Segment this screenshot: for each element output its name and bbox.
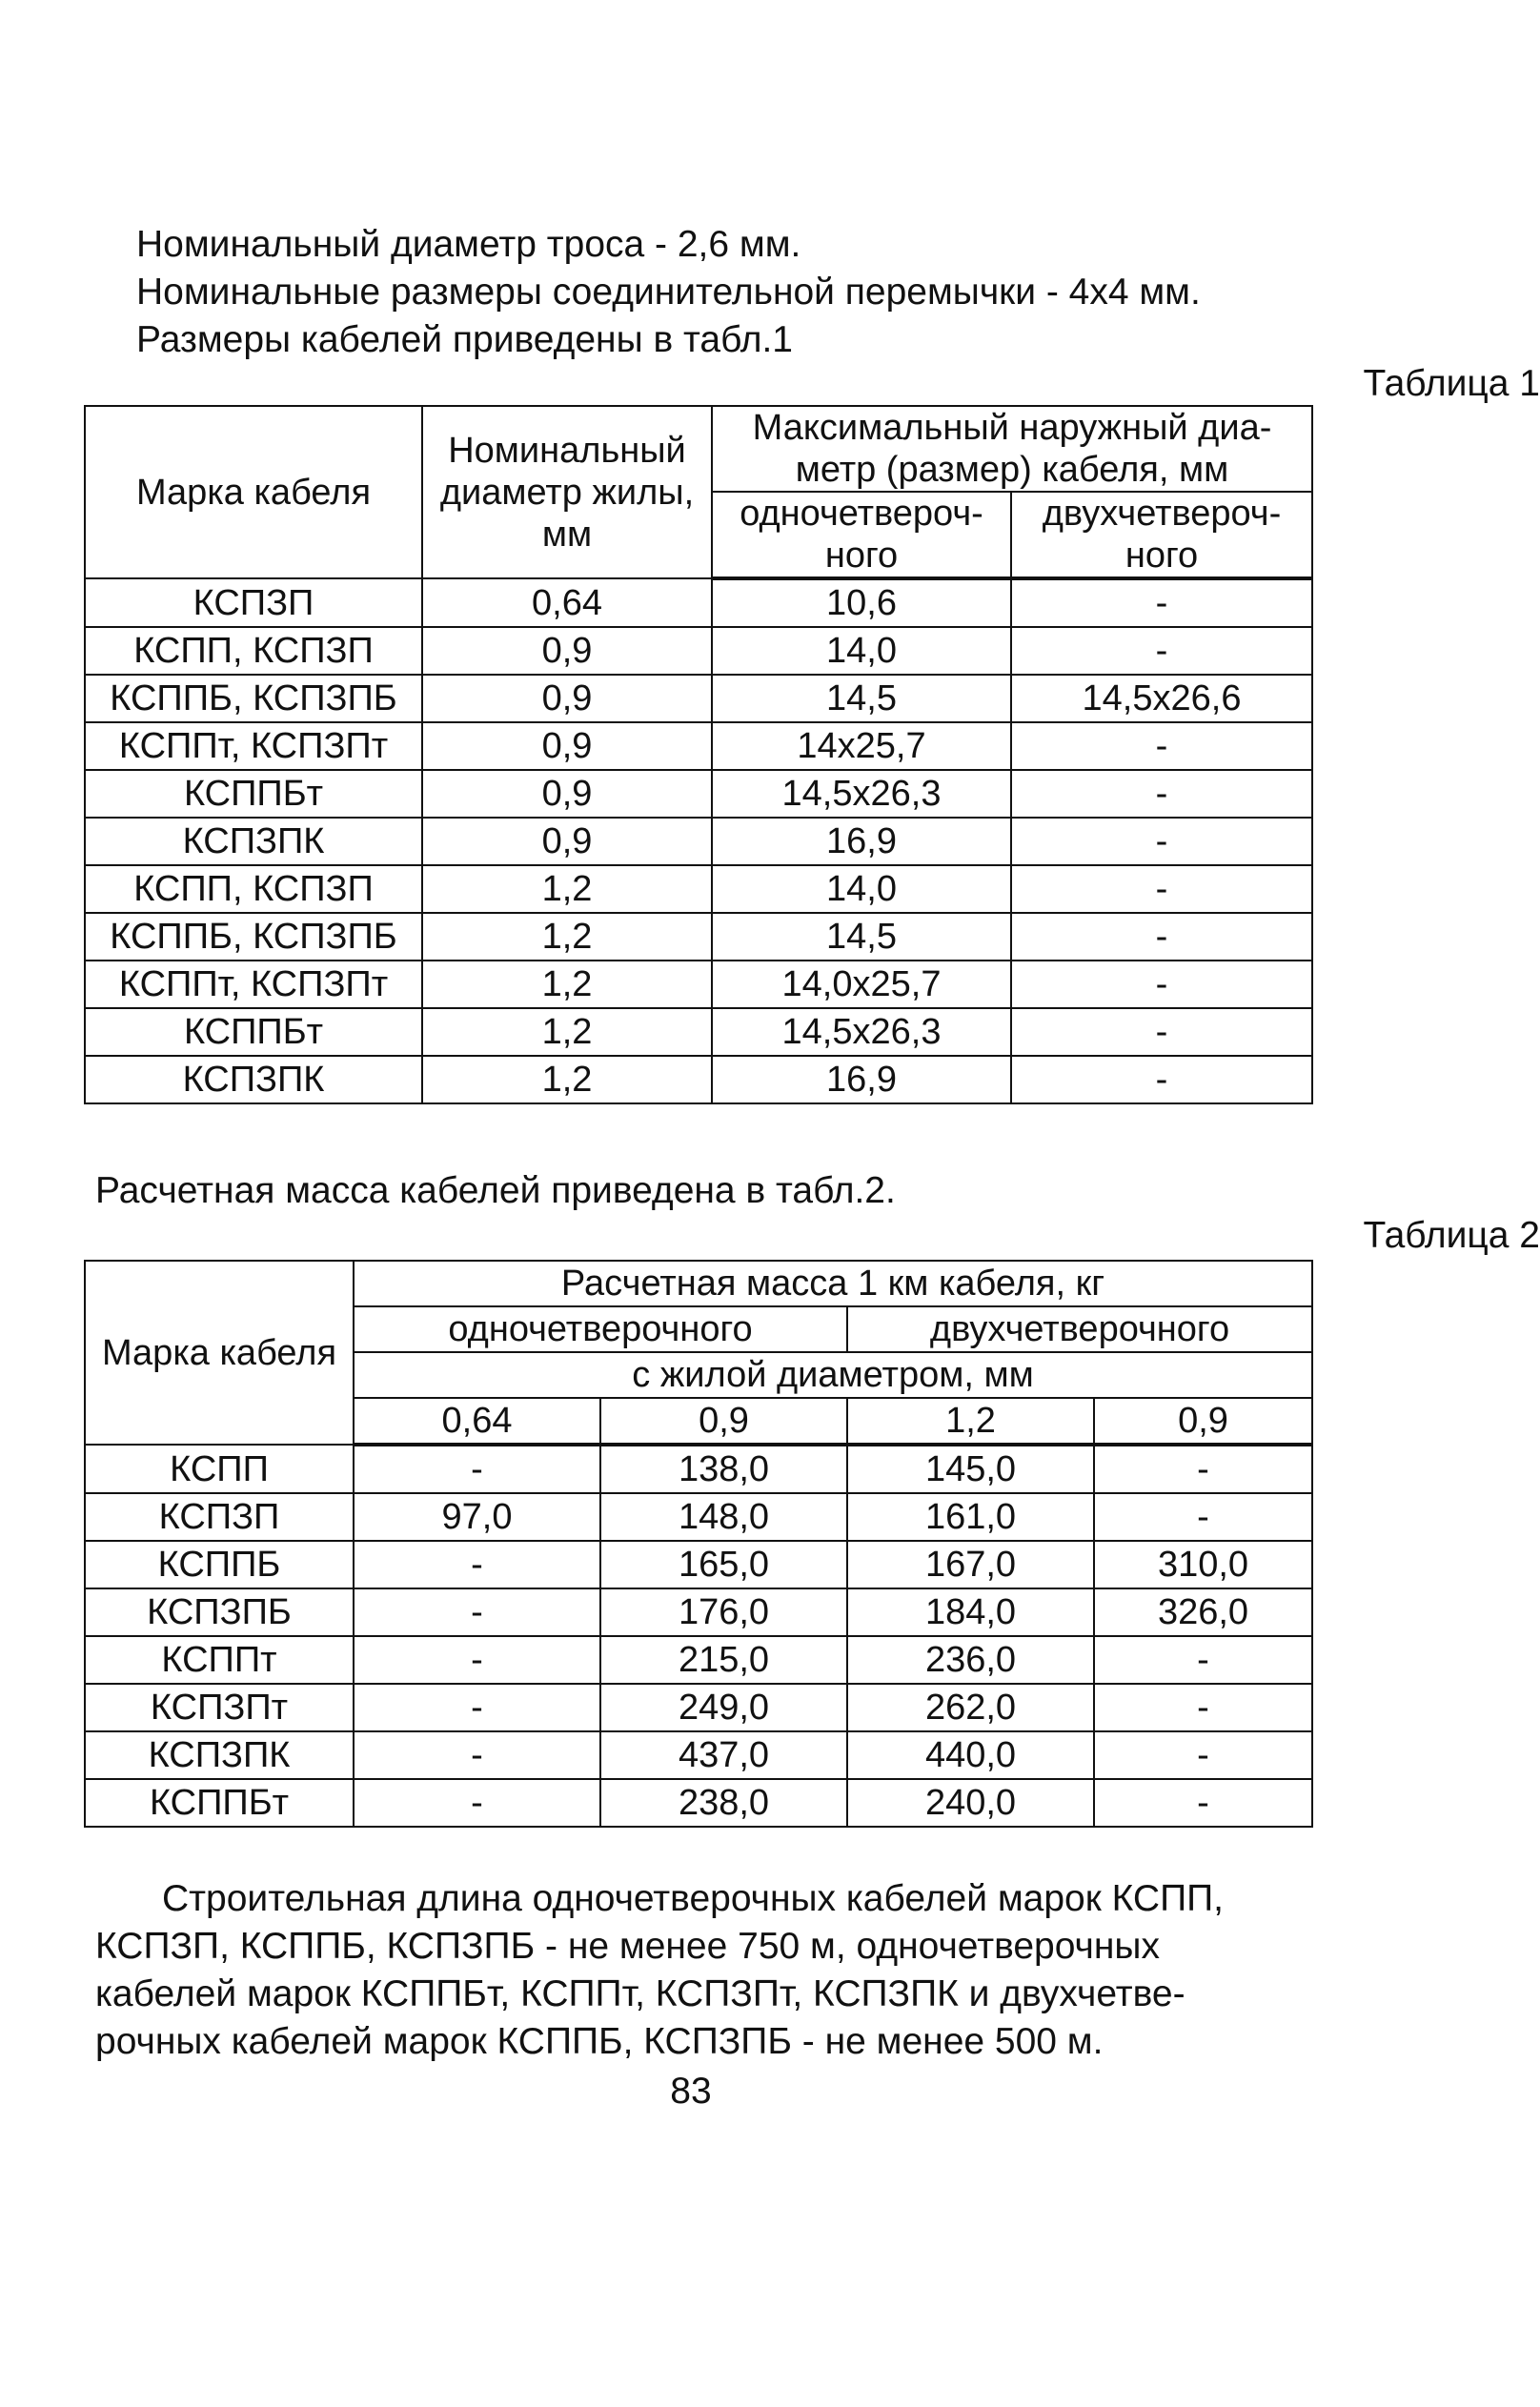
- cell-double: -: [1011, 961, 1312, 1008]
- cell-mass: -: [1094, 1684, 1312, 1731]
- cell-mass: 310,0: [1094, 1541, 1312, 1588]
- cell-mass: -: [1094, 1779, 1312, 1827]
- cell-brand: КСПЗП: [85, 1493, 354, 1541]
- page-number: 83: [670, 2071, 712, 2112]
- table-row: [85, 1636, 1312, 1684]
- cell-diameter: 1,2: [422, 865, 712, 913]
- cell-brand: КСПП, КСПЗП: [85, 865, 422, 913]
- outro-line-4: рочных кабелей марок КСППБ, КСПЗПБ - не менее 500 м.: [95, 2021, 1104, 2062]
- cell-single: 14,0: [712, 865, 1011, 913]
- cell-mass: -: [354, 1588, 600, 1636]
- cell-mass: 167,0: [847, 1541, 1094, 1588]
- cell-diameter: 0,64: [422, 578, 712, 627]
- cell-mass: -: [354, 1731, 600, 1779]
- t2-header-brand: Марка кабеля: [85, 1261, 354, 1445]
- table-row: [85, 1541, 1312, 1588]
- cell-mass: -: [354, 1541, 600, 1588]
- cell-brand: КСППБт: [85, 1779, 354, 1827]
- cell-double: -: [1011, 627, 1312, 675]
- cell-single: 14,5x26,3: [712, 770, 1011, 818]
- intro-line-1: Номинальный диаметр троса - 2,6 мм.: [136, 224, 801, 265]
- cell-single: 14,0: [712, 627, 1011, 675]
- cell-brand: КСППт, КСПЗПт: [85, 722, 422, 770]
- cell-mass: 437,0: [600, 1731, 847, 1779]
- cell-brand: КСПЗПК: [85, 1731, 354, 1779]
- cell-mass: 184,0: [847, 1588, 1094, 1636]
- cell-mass: -: [1094, 1493, 1312, 1541]
- cell-mass: 262,0: [847, 1684, 1094, 1731]
- table-row: [85, 770, 1312, 818]
- cell-diameter: 0,9: [422, 627, 712, 675]
- table-row: [85, 722, 1312, 770]
- cell-single: 14,0x25,7: [712, 961, 1011, 1008]
- cell-brand: КСППБт: [85, 770, 422, 818]
- cell-brand: КСПЗПК: [85, 818, 422, 865]
- table-row: [85, 1445, 1312, 1493]
- cell-brand: КСПЗПК: [85, 1056, 422, 1103]
- table-row: [85, 1588, 1312, 1636]
- t2-header-double: двухчетверочного: [847, 1306, 1312, 1352]
- cell-diameter: 1,2: [422, 913, 712, 961]
- outro-line-1: Строительная длина одночетверочных кабелей марок КСПП,: [162, 1878, 1224, 1919]
- cell-single: 14x25,7: [712, 722, 1011, 770]
- cell-single: 16,9: [712, 818, 1011, 865]
- cell-single: 10,6: [712, 578, 1011, 627]
- cell-brand: КСППБт: [85, 1008, 422, 1056]
- table-row: [85, 627, 1312, 675]
- t2-header-with-core: с жилой диаметром, мм: [354, 1352, 1312, 1398]
- cell-brand: КСПП: [85, 1445, 354, 1493]
- cell-mass: 97,0: [354, 1493, 600, 1541]
- cell-brand: КСППБ: [85, 1541, 354, 1588]
- outro-paragraph: [95, 1875, 1294, 2066]
- cell-double: -: [1011, 722, 1312, 770]
- cell-double: 14,5x26,6: [1011, 675, 1312, 722]
- table-row: [85, 1684, 1312, 1731]
- cell-brand: КСПЗПт: [85, 1684, 354, 1731]
- table-row: [85, 1779, 1312, 1827]
- outro-line-3: кабелей марок КСППБт, КСППт, КСПЗПт, КСПЗПК и двухчетве-: [95, 1973, 1185, 2014]
- cell-diameter: 1,2: [422, 1056, 712, 1103]
- cell-diameter: 1,2: [422, 961, 712, 1008]
- cell-mass: 165,0: [600, 1541, 847, 1588]
- cell-mass: 238,0: [600, 1779, 847, 1827]
- t2-header-single: одночетверочного: [354, 1306, 847, 1352]
- cell-double: -: [1011, 913, 1312, 961]
- cell-single: 14,5x26,3: [712, 1008, 1011, 1056]
- cell-mass: -: [1094, 1731, 1312, 1779]
- mass-intro: Расчетная масса кабелей приведена в табл.2.: [95, 1170, 896, 1211]
- t2-header-d4: 0,9: [1094, 1398, 1312, 1445]
- cell-brand: КСПП, КСПЗП: [85, 627, 422, 675]
- t1-header-single: одночетвероч-ного: [712, 492, 1011, 578]
- cell-mass: 148,0: [600, 1493, 847, 1541]
- cell-mass: -: [1094, 1636, 1312, 1684]
- table-row: [85, 1008, 1312, 1056]
- cell-diameter: 1,2: [422, 1008, 712, 1056]
- cell-brand: КСПЗПБ: [85, 1588, 354, 1636]
- cell-mass: 240,0: [847, 1779, 1094, 1827]
- cell-mass: 215,0: [600, 1636, 847, 1684]
- table-row: [85, 865, 1312, 913]
- t2-header-mass: Расчетная масса 1 км кабеля, кг: [354, 1261, 1312, 1306]
- cell-diameter: 0,9: [422, 770, 712, 818]
- table-row: [85, 818, 1312, 865]
- t2-header-d1: 0,64: [354, 1398, 600, 1445]
- cell-diameter: 0,9: [422, 818, 712, 865]
- table-row: [85, 961, 1312, 1008]
- cell-mass: 236,0: [847, 1636, 1094, 1684]
- cell-mass: 440,0: [847, 1731, 1094, 1779]
- table-row: [85, 913, 1312, 961]
- intro-line-3: Размеры кабелей приведены в табл.1: [136, 319, 793, 360]
- table2: [84, 1260, 1313, 1828]
- t1-header-brand: Марка кабеля: [85, 406, 422, 578]
- cell-single: 16,9: [712, 1056, 1011, 1103]
- t1-header-max-diameter: Максимальный наружный диа-метр (размер) кабеля, мм: [712, 406, 1312, 492]
- cell-mass: -: [354, 1636, 600, 1684]
- cell-brand: КСППБ, КСПЗПБ: [85, 913, 422, 961]
- cell-mass: 161,0: [847, 1493, 1094, 1541]
- table1: [84, 405, 1313, 1104]
- outro-line-2: КСПЗП, КСППБ, КСПЗПБ - не менее 750 м, одночетверочных: [95, 1926, 1160, 1967]
- t1-header-double: двухчетвероч-ного: [1011, 492, 1312, 578]
- cell-mass: 249,0: [600, 1684, 847, 1731]
- t1-header-diameter: Номинальный диаметр жилы, мм: [422, 406, 712, 578]
- table-row: [85, 1056, 1312, 1103]
- cell-mass: 326,0: [1094, 1588, 1312, 1636]
- cell-brand: КСППБ, КСПЗПБ: [85, 675, 422, 722]
- table-row: [85, 578, 1312, 627]
- cell-mass: -: [354, 1684, 600, 1731]
- cell-double: -: [1011, 1008, 1312, 1056]
- cell-mass: -: [354, 1779, 600, 1827]
- cell-mass: 145,0: [847, 1445, 1094, 1493]
- cell-single: 14,5: [712, 675, 1011, 722]
- cell-double: -: [1011, 1056, 1312, 1103]
- table-row: [85, 675, 1312, 722]
- intro-line-2: Номинальные размеры соединительной перемычки - 4х4 мм.: [136, 272, 1201, 313]
- table2-caption: Таблица 2: [1363, 1215, 1540, 1256]
- cell-single: 14,5: [712, 913, 1011, 961]
- cell-brand: КСПЗП: [85, 578, 422, 627]
- cell-brand: КСППт: [85, 1636, 354, 1684]
- cell-mass: -: [354, 1445, 600, 1493]
- cell-diameter: 0,9: [422, 675, 712, 722]
- cell-mass: -: [1094, 1445, 1312, 1493]
- t2-header-d3: 1,2: [847, 1398, 1094, 1445]
- cell-double: -: [1011, 578, 1312, 627]
- cell-brand: КСППт, КСПЗПт: [85, 961, 422, 1008]
- cell-diameter: 0,9: [422, 722, 712, 770]
- cell-mass: 176,0: [600, 1588, 847, 1636]
- t2-header-d2: 0,9: [600, 1398, 847, 1445]
- table-row: [85, 1731, 1312, 1779]
- cell-double: -: [1011, 770, 1312, 818]
- table-row: [85, 1493, 1312, 1541]
- cell-double: -: [1011, 818, 1312, 865]
- cell-double: -: [1011, 865, 1312, 913]
- table1-caption: Таблица 1: [1363, 363, 1540, 404]
- cell-mass: 138,0: [600, 1445, 847, 1493]
